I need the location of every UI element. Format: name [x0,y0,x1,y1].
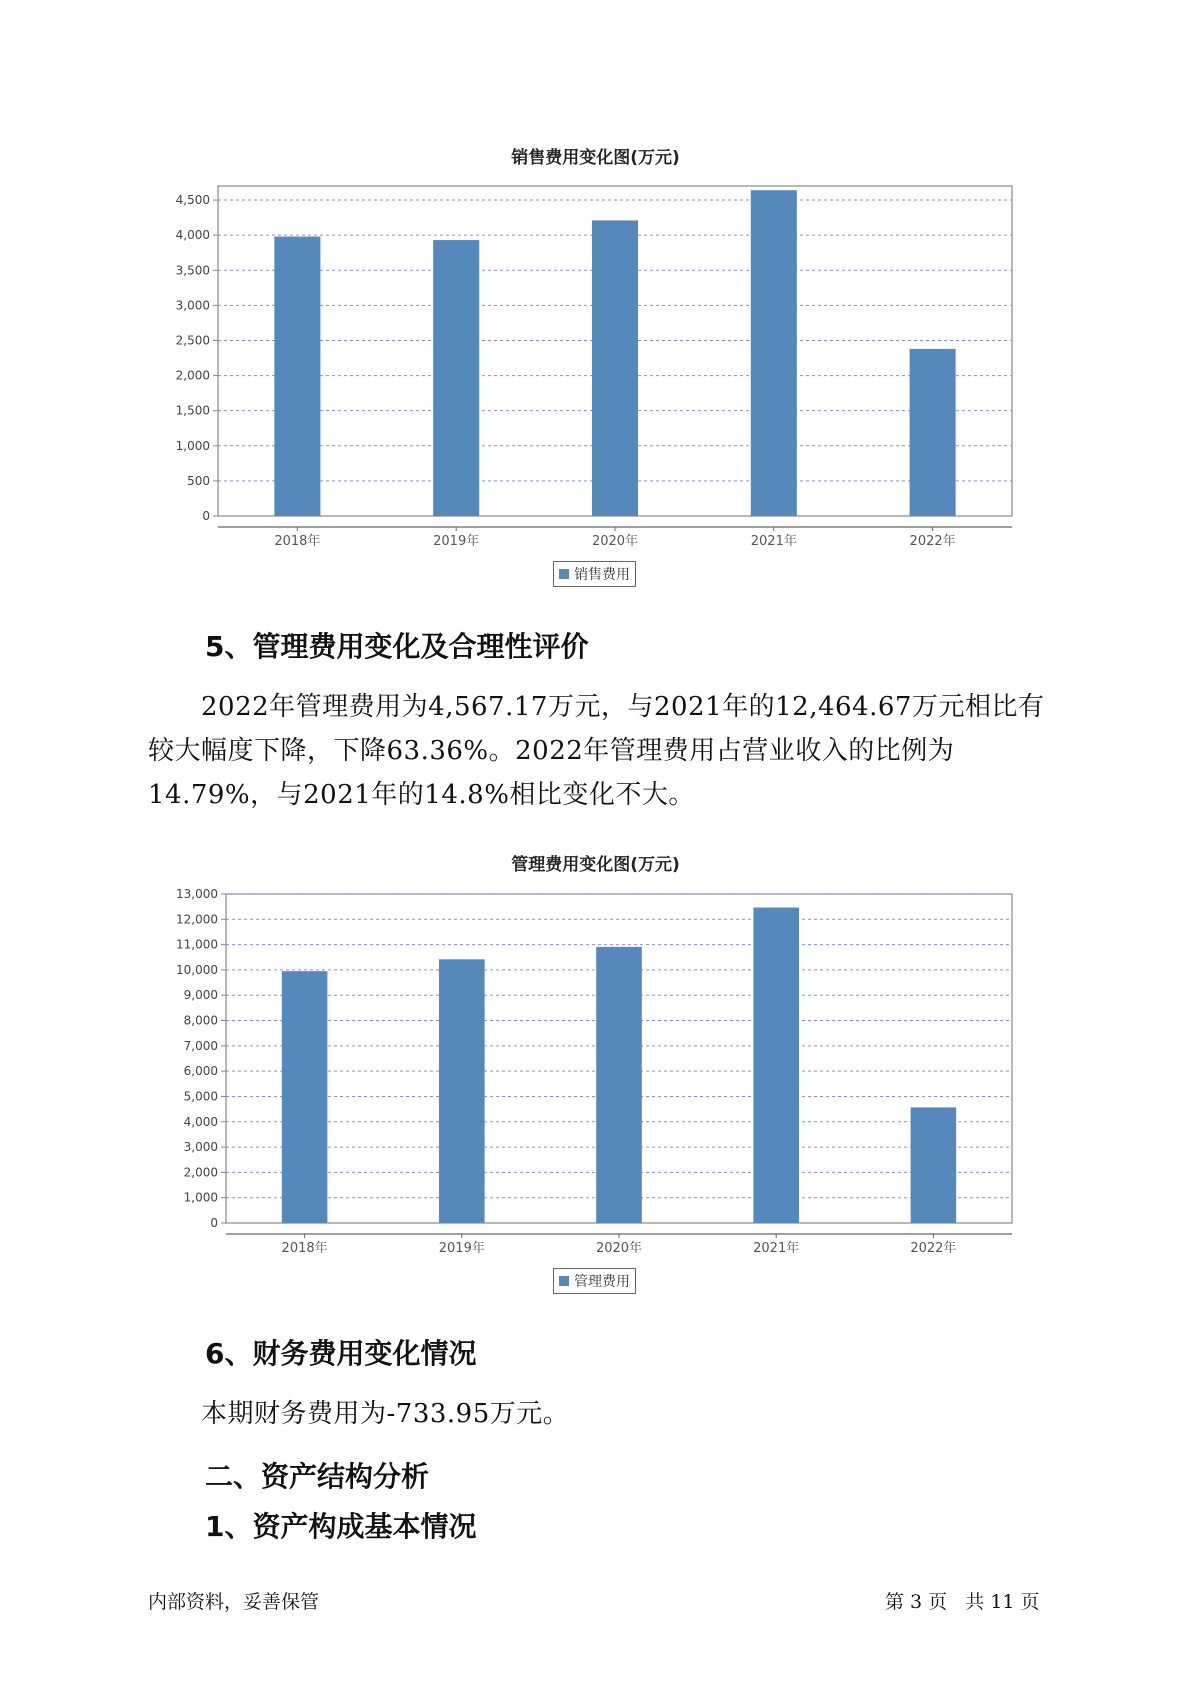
y-tick-label: 1,000 [183,1190,218,1205]
x-tick-label: 2020年 [591,534,639,549]
footer-confidential-note: 内部资料，妥善保管 [148,1591,320,1613]
x-tick-label: 2019年 [438,1241,485,1256]
sales-chart-title: 销售费用变化图(万元) [511,148,680,168]
admin-chart-title: 管理费用变化图(万元) [511,855,680,875]
y-tick-label: 4,000 [183,1114,218,1129]
legend-label: 销售费用 [574,567,630,583]
bar-2020 [596,947,642,1223]
y-tick-label: 6,000 [183,1064,218,1079]
bar-2022 [911,1107,957,1223]
y-tick-label: 3,000 [175,298,210,313]
x-tick-label: 2019年 [433,534,480,549]
bar-2019 [439,959,485,1223]
admin-chart-legend [553,1268,636,1294]
x-tick-label: 2018年 [274,534,321,549]
y-tick-label: 7,000 [183,1038,218,1053]
y-tick-label: 500 [187,473,210,488]
x-tick-label: 2021年 [753,1241,800,1256]
footer-page-number: 第 3 页 共 11 页 [885,1591,1040,1613]
section-5-heading: 5、管理费用变化及合理性评价 [205,630,589,663]
finance-expense-paragraph: 本期财务费用为-733.95万元。 [201,1399,570,1429]
y-tick-label: 9,000 [183,988,218,1003]
x-tick-label: 2018年 [281,1241,328,1256]
section-6-heading: 6、财务费用变化情况 [205,1337,477,1370]
x-tick-label: 2021年 [750,534,797,549]
asset-composition-heading: 1、资产构成基本情况 [205,1510,477,1543]
asset-analysis-heading: 二、资产结构分析 [205,1460,430,1493]
y-tick-label: 2,000 [183,1165,218,1180]
y-tick-label: 2,000 [175,368,210,383]
x-tick-label: 2022年 [910,1241,957,1256]
y-tick-label: 0 [210,1216,218,1230]
y-tick-label: 0 [202,509,210,523]
y-tick-label: 3,000 [183,1140,218,1155]
y-tick-label: 10,000 [176,962,218,977]
bar-2021 [753,908,799,1223]
y-tick-label: 13,000 [176,887,218,901]
y-tick-label: 5,000 [183,1089,218,1104]
legend-swatch [559,1276,569,1286]
legend-label: 管理费用 [574,1274,630,1290]
x-tick-label: 2020年 [595,1241,643,1256]
y-tick-label: 11,000 [176,937,218,952]
y-tick-label: 1,000 [175,438,210,453]
bar-2018 [282,971,328,1223]
y-tick-label: 4,500 [175,193,210,208]
y-tick-label: 4,000 [175,228,210,243]
y-tick-label: 3,500 [175,263,210,278]
y-tick-label: 2,500 [175,333,210,348]
y-tick-label: 12,000 [176,912,218,927]
y-tick-label: 8,000 [183,1013,218,1028]
y-tick-label: 1,500 [175,403,210,418]
admin-expense-paragraph: 2022年管理费用为4,567.17万元，与2021年的12,464.67万元相比有较大幅度下降，下降63.36%。2022年管理费用占营业收入的比例为14.79%，与2021年的14.8%相比变化不大。 [148,692,1045,810]
x-tick-label: 2022年 [909,534,956,549]
